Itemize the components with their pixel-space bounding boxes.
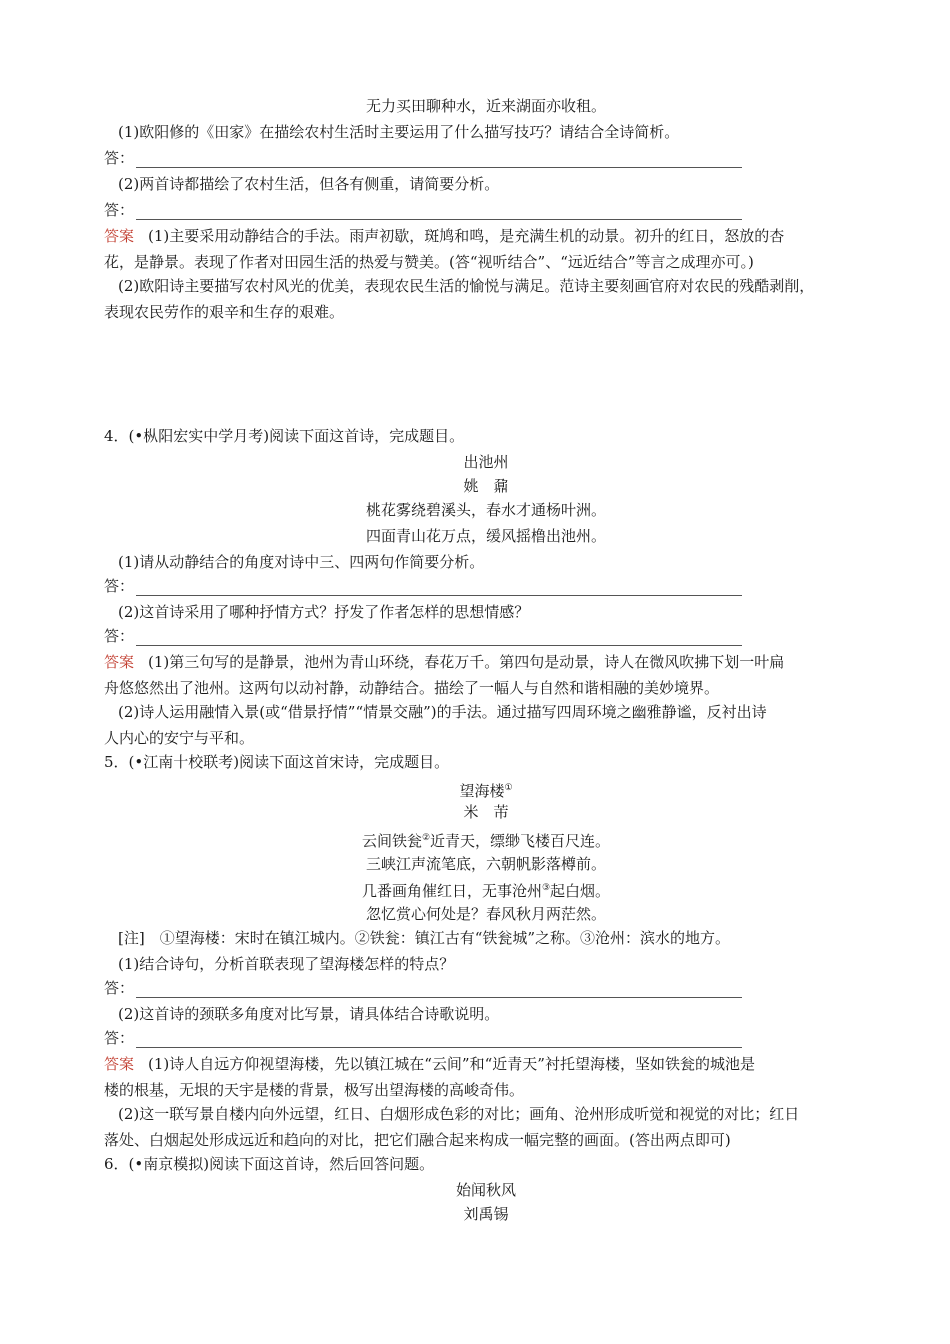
poem-line: 四面青山花万点，缓风摇橹出池州。 [365,527,606,545]
answer-text: 落处、白烟起处形成远近和趋向的对比，把它们融合起来构成一幅完整的画面。(答出两点即可) [104,1131,731,1149]
answer-line[interactable] [136,581,742,596]
answer-text: (2)这一联写景自楼内向外远望，红日、白烟形成色彩的对比；画角、沧州形成听觉和视觉的对比；红日 [118,1105,800,1123]
answer-paragraph [104,226,784,246]
answer-text: 人内心的安宁与平和。 [104,729,255,747]
answer-tag: 答案 [104,227,135,245]
question-text: (2)这首诗的颈联多角度对比写景，请具体结合诗歌说明。 [118,1005,500,1023]
poem-line: 无力买田聊种水，近来湖面亦收租。 [365,97,606,115]
answer-label: 答： [104,201,135,219]
answer-label: 答： [104,149,135,167]
question-text: (1)结合诗句，分析首联表现了望海楼怎样的特点？ [118,955,455,973]
answer-line[interactable] [136,153,742,168]
answer-label: 答： [104,1029,135,1047]
answer-text: 楼的根基，无垠的天宇是楼的背景，极写出望海楼的高峻奇伟。 [104,1081,525,1099]
question-intro: 5．(•江南十校联考)阅读下面这首宋诗，完成题目。 [104,753,450,771]
answer-line[interactable] [136,1033,742,1048]
footnote-marker: ③ [541,883,551,893]
answer-text: (1)诗人自远方仰视望海楼，先以镇江城在“云间”和“近青天”衬托望海楼，坚如铁瓮的城池是 [148,1055,755,1073]
answer-text: 表现农民劳作的艰辛和生存的艰难。 [104,303,345,321]
question-intro: 4．(•枞阳宏实中学月考)阅读下面这首诗，完成题目。 [104,427,465,445]
answer-tag: 答案 [104,653,135,671]
answer-blank [104,576,742,596]
question-text: (2)两首诗都描绘了农村生活，但各有侧重，请简要分析。 [118,175,500,193]
poem-line: 桃花雾绕碧溪头，春水才通杨叶洲。 [365,501,606,519]
answer-blank [104,200,742,220]
answer-blank [104,978,742,998]
answer-text: 舟悠悠然出了池州。这两句以动衬静，动静结合。描绘了一幅人与自然和谐相融的美妙境界。 [104,679,720,697]
answer-line[interactable] [136,205,742,220]
question-intro: 6．(•南京模拟)阅读下面这首诗，然后回答问题。 [104,1155,435,1173]
answer-tag: 答案 [104,1055,135,1073]
footnote-marker: ① [504,783,513,793]
question-text: (1)请从动静结合的角度对诗中三、四两句作简要分析。 [118,553,485,571]
poem-line: 三峡江声流笔底，六朝帆影落樽前。 [365,855,606,873]
answer-text: (1)主要采用动静结合的手法。雨声初歇，斑鸠和鸣，是充满生机的动景。初升的红日，怒放的杏 [148,227,785,245]
poem-author: 米 芾 [463,803,509,821]
question-text: (1)欧阳修的《田家》在描绘农村生活时主要运用了什么描写技巧？请结合全诗简析。 [118,123,680,141]
poem-title: 出池州 [463,453,509,471]
answer-text: (2)诗人运用融情入景(或“借景抒情”“情景交融”)的手法。通过描写四周环境之幽雅静谧，反衬出诗 [118,703,767,721]
answer-label: 答： [104,627,135,645]
answer-line[interactable] [136,631,742,646]
answer-text: 花，是静景。表现了作者对田园生活的热爱与赞美。(答“视听结合”、“远近结合”等言之成理亦可。) [104,253,754,271]
answer-paragraph [104,1054,755,1074]
poem-notes: [注] ①望海楼：宋时在镇江城内。②铁瓮：镇江古有“铁瓮城”之称。③沧州：滨水的地方。 [118,929,731,947]
poem-line: 云间铁瓮②近青天，缥缈飞楼百尺连。 [361,832,611,850]
answer-blank [104,626,742,646]
poem-line: 几番画角催红日，无事沧州③起白烟。 [361,882,611,900]
answer-paragraph [104,652,784,672]
answer-line[interactable] [136,983,742,998]
footnote-marker: ② [421,833,431,843]
answer-text: (1)第三句写的是静景，池州为青山环绕，春花万千。第四句是动景，诗人在微风吹拂下划一叶扁 [148,653,785,671]
answer-text: (2)欧阳诗主要描写农村风光的优美，表现农民生活的愉悦与满足。范诗主要刻画官府对农民的残酷剥削， [118,277,815,295]
answer-blank [104,1028,742,1048]
poem-author: 刘禹锡 [463,1205,509,1223]
answer-label: 答： [104,577,135,595]
poem-line: 忽忆赏心何处是？春风秋月两茫然。 [365,905,606,923]
question-text: (2)这首诗采用了哪种抒情方式？抒发了作者怎样的思想情感？ [118,603,530,621]
poem-author: 姚 鼐 [463,477,509,495]
poem-title: 望海楼① [459,782,513,800]
answer-label: 答： [104,979,135,997]
poem-title: 始闻秋风 [455,1181,516,1199]
answer-blank [104,148,742,168]
